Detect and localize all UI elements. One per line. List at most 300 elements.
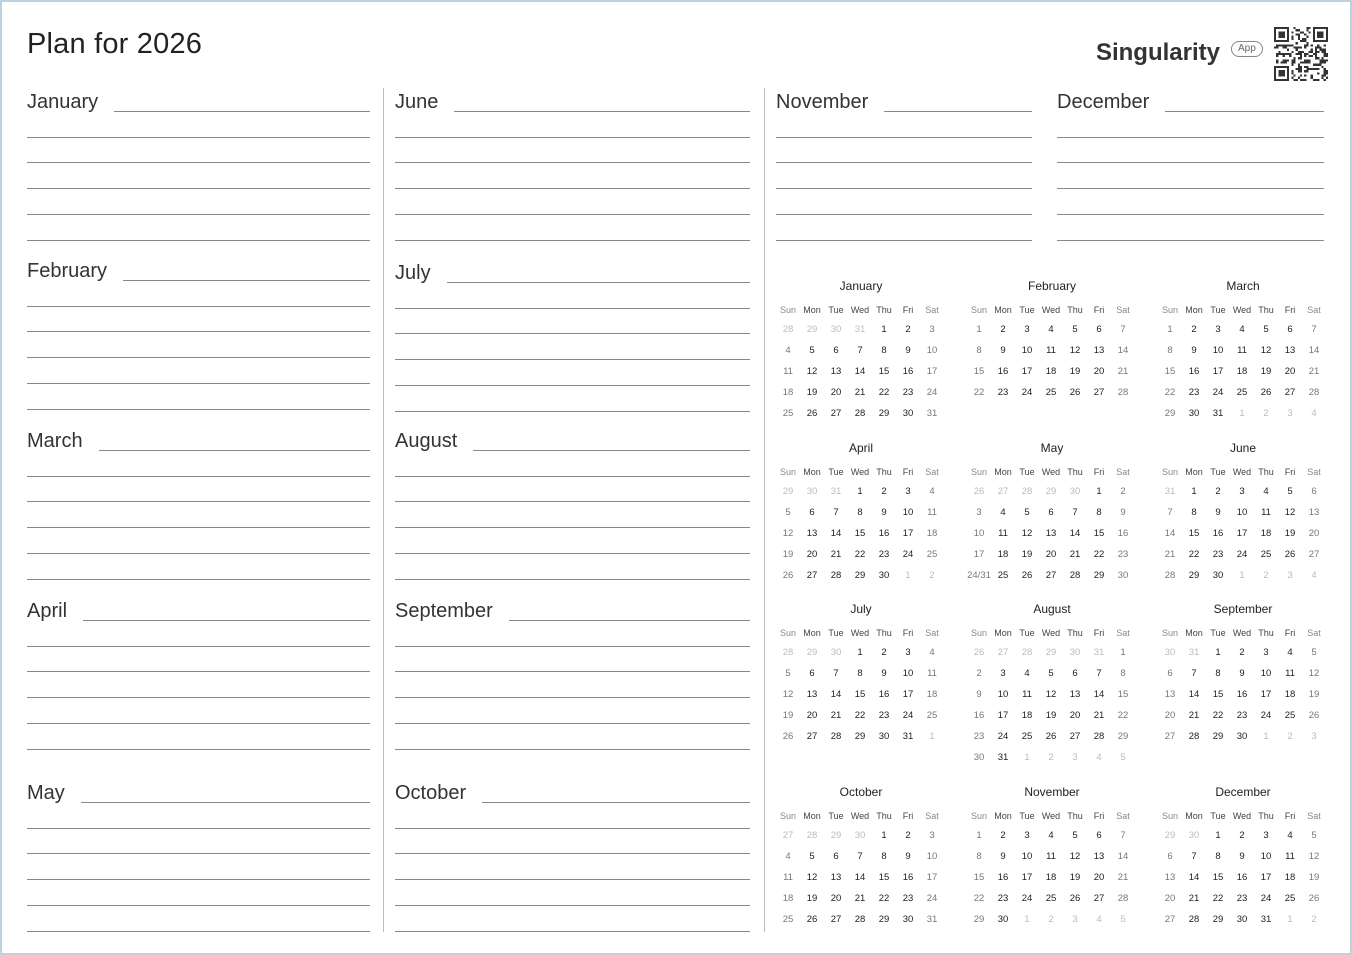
day-cell: 15 [1188, 528, 1200, 539]
day-cell: 19 [1308, 872, 1320, 883]
week-row [1158, 825, 1328, 846]
writing-line [27, 723, 370, 724]
mini-calendar [776, 784, 946, 930]
day-cell: 8 [881, 345, 887, 356]
week-row [776, 340, 946, 361]
day-cell: 17 [1021, 872, 1033, 883]
day-cell: 19 [1069, 366, 1081, 377]
day-cell: 24 [1021, 893, 1033, 904]
weekday-label: Mon [1185, 628, 1203, 638]
week-row [776, 523, 946, 544]
day-cell: 19 [1260, 366, 1272, 377]
day-cell: 6 [1096, 830, 1102, 841]
week-row [1158, 909, 1328, 930]
day-cell: 1 [905, 570, 911, 581]
writing-line [27, 476, 370, 477]
weekday-label: Thu [1067, 467, 1083, 477]
day-cell: 6 [1072, 668, 1078, 679]
weekday-label: Tue [1210, 467, 1226, 477]
day-cell: 18 [1021, 710, 1033, 721]
day-cell: 2 [976, 668, 982, 679]
day-cell: 23 [997, 893, 1009, 904]
mini-calendar [1158, 601, 1328, 747]
day-cell: 5 [1024, 507, 1030, 518]
writing-line [776, 162, 1032, 163]
day-cell: 12 [1308, 851, 1320, 862]
weekday-header [967, 808, 1137, 825]
day-cell: 20 [1308, 528, 1320, 539]
weekday-label: Wed [1041, 305, 1061, 315]
mini-calendar-title: August [1033, 602, 1071, 616]
day-cell: 11 [1046, 345, 1056, 356]
writing-line [27, 188, 370, 189]
writing-line [395, 723, 750, 724]
day-cell: 5 [1287, 486, 1293, 497]
day-cell: 23 [878, 710, 890, 721]
day-cell: 26 [806, 914, 818, 925]
week-row [967, 544, 1137, 565]
day-cell: 9 [1239, 668, 1245, 679]
day-cell: 4 [1311, 408, 1317, 419]
mini-calendar-title: January [839, 279, 883, 293]
week-row [1158, 726, 1328, 747]
writing-line [27, 501, 370, 502]
day-cell: 2 [905, 324, 911, 335]
day-cell: 16 [1236, 689, 1248, 700]
day-cell: 13 [1164, 872, 1176, 883]
week-row [967, 481, 1137, 502]
day-cell: 24 [1260, 893, 1272, 904]
weekday-label: Tue [1210, 628, 1226, 638]
day-cell: 21 [1117, 366, 1129, 377]
mini-calendar-title: June [1229, 441, 1257, 455]
weekday-label: Tue [828, 628, 844, 638]
day-cell: 23 [973, 731, 985, 742]
week-row [776, 909, 946, 930]
weekday-label: Wed [1232, 811, 1252, 821]
weekday-label: Tue [1210, 305, 1226, 315]
day-cell: 16 [1212, 528, 1224, 539]
day-cell: 3 [1311, 731, 1317, 742]
day-cell: 17 [902, 528, 914, 539]
mini-calendar [1158, 278, 1328, 424]
day-cell: 10 [1021, 851, 1033, 862]
week-row [776, 403, 946, 424]
day-cell: 5 [1311, 647, 1317, 658]
writing-line [395, 476, 750, 477]
day-cell: 20 [1284, 366, 1296, 377]
weekday-label: Sun [779, 305, 796, 315]
day-cell: 31 [997, 752, 1009, 763]
day-cell: 25 [1284, 893, 1296, 904]
day-cell: 11 [783, 872, 793, 883]
mini-calendar [967, 440, 1137, 586]
day-cell: 22 [1117, 710, 1129, 721]
day-cell: 18 [926, 528, 938, 539]
day-cell: 9 [1239, 851, 1245, 862]
writing-line [447, 282, 750, 283]
day-cell: 15 [878, 872, 890, 883]
day-cell: 2 [905, 830, 911, 841]
week-row [776, 867, 946, 888]
writing-line [776, 188, 1032, 189]
day-cell: 27 [1308, 549, 1320, 560]
day-cell: 16 [878, 689, 890, 700]
weekday-label: Wed [1232, 305, 1252, 315]
writing-line [395, 527, 750, 528]
weekday-header [967, 625, 1137, 642]
day-cell: 17 [1260, 689, 1272, 700]
day-cell: 14 [830, 528, 842, 539]
writing-line [454, 111, 750, 112]
day-cell: 27 [1069, 731, 1081, 742]
writing-line [114, 111, 370, 112]
day-cell: 13 [830, 366, 842, 377]
day-cell: 14 [1069, 528, 1081, 539]
day-cell: 17 [1021, 366, 1033, 377]
weekday-label: Sun [1161, 628, 1178, 638]
day-cell: 31 [1260, 914, 1272, 925]
mini-calendar [776, 601, 946, 747]
day-cell: 19 [782, 549, 794, 560]
week-row [1158, 340, 1328, 361]
day-cell: 11 [783, 366, 793, 377]
writing-line [123, 280, 370, 281]
writing-line [27, 905, 370, 906]
day-cell: 17 [926, 872, 938, 883]
writing-line [27, 579, 370, 580]
day-cell: 15 [1093, 528, 1105, 539]
weekday-label: Sat [1116, 628, 1130, 638]
weekday-label: Thu [1258, 811, 1274, 821]
day-cell: 2 [881, 647, 887, 658]
day-cell: 10 [902, 507, 914, 518]
day-cell: 5 [1048, 668, 1054, 679]
week-row [776, 361, 946, 382]
day-cell: 3 [1072, 752, 1078, 763]
day-cell: 21 [854, 387, 866, 398]
day-cell: 30 [1164, 647, 1176, 658]
day-cell: 8 [881, 851, 887, 862]
day-cell: 2 [1120, 486, 1126, 497]
day-cell: 30 [1188, 830, 1200, 841]
day-cell: 23 [902, 893, 914, 904]
day-cell: 25 [1045, 387, 1057, 398]
day-cell: 2 [1000, 324, 1006, 335]
day-cell: 12 [1308, 668, 1320, 679]
day-cell: 8 [976, 851, 982, 862]
day-cell: 2 [1191, 324, 1197, 335]
day-cell: 7 [1072, 507, 1078, 518]
weekday-label: Tue [1019, 467, 1035, 477]
week-row [1158, 867, 1328, 888]
day-cell: 29 [1212, 914, 1224, 925]
day-cell: 31 [854, 324, 866, 335]
day-cell: 3 [1024, 830, 1030, 841]
weekday-label: Thu [1067, 811, 1083, 821]
weekday-label: Wed [850, 467, 870, 477]
week-row [967, 684, 1137, 705]
day-cell: 5 [1120, 752, 1126, 763]
day-cell: 4 [1263, 486, 1269, 497]
weekday-label: Tue [828, 467, 844, 477]
week-row [1158, 544, 1328, 565]
day-cell: 20 [1093, 872, 1105, 883]
weekday-label: Mon [994, 811, 1012, 821]
weekday-label: Mon [994, 467, 1012, 477]
writing-line [395, 214, 750, 215]
weekday-label: Fri [902, 811, 914, 821]
week-row [776, 565, 946, 586]
day-cell: 21 [854, 893, 866, 904]
day-cell: 26 [973, 647, 985, 658]
day-cell: 1 [976, 830, 982, 841]
day-cell: 20 [1069, 710, 1081, 721]
writing-line [395, 411, 750, 412]
day-cell: 23 [902, 387, 914, 398]
day-cell: 11 [1285, 851, 1295, 862]
day-cell: 31 [1212, 408, 1224, 419]
day-cell: 30 [878, 731, 890, 742]
mini-calendar [967, 278, 1137, 403]
day-cell: 31 [902, 731, 914, 742]
day-cell: 5 [1120, 914, 1126, 925]
weekday-header [1158, 625, 1328, 642]
day-cell: 28 [830, 731, 842, 742]
weekday-label: Sun [970, 628, 987, 638]
day-cell: 30 [806, 486, 818, 497]
day-cell: 29 [1093, 570, 1105, 581]
day-cell: 10 [997, 689, 1009, 700]
day-cell: 17 [997, 710, 1009, 721]
day-cell: 26 [1308, 710, 1320, 721]
weekday-label: Tue [828, 305, 844, 315]
day-cell: 4 [929, 486, 935, 497]
day-cell: 26 [1284, 549, 1296, 560]
weekday-label: Fri [1284, 811, 1296, 821]
weekday-label: Sat [925, 305, 939, 315]
week-row [967, 382, 1137, 403]
day-cell: 14 [854, 366, 866, 377]
day-cell: 21 [1069, 549, 1081, 560]
month-heading: December [1057, 90, 1163, 114]
day-cell: 2 [1311, 914, 1317, 925]
writing-line [1057, 162, 1324, 163]
day-cell: 26 [806, 408, 818, 419]
day-cell: 23 [1236, 893, 1248, 904]
day-cell: 17 [1212, 366, 1224, 377]
weekday-label: Sun [779, 467, 796, 477]
day-cell: 12 [782, 689, 794, 700]
day-cell: 21 [1164, 549, 1176, 560]
weekday-label: Thu [876, 811, 892, 821]
weekday-label: Sat [925, 467, 939, 477]
day-cell: 12 [806, 872, 818, 883]
month-heading: August [395, 429, 471, 453]
weekday-label: Wed [850, 811, 870, 821]
day-cell: 25 [926, 710, 938, 721]
week-row [1158, 684, 1328, 705]
day-cell: 19 [1308, 689, 1320, 700]
day-cell: 7 [1191, 851, 1197, 862]
day-cell: 8 [1096, 507, 1102, 518]
week-row [967, 663, 1137, 684]
writing-line [395, 359, 750, 360]
day-cell: 11 [1237, 345, 1247, 356]
mini-calendar-title: December [1215, 785, 1271, 799]
day-cell: 14 [1117, 851, 1129, 862]
weekday-label: Sat [1307, 305, 1321, 315]
writing-line [27, 697, 370, 698]
day-cell: 19 [782, 710, 794, 721]
day-cell: 27 [1164, 914, 1176, 925]
day-cell: 6 [1167, 851, 1173, 862]
weekday-label: Sat [1307, 628, 1321, 638]
week-row [967, 361, 1137, 382]
day-cell: 27 [806, 570, 818, 581]
day-cell: 6 [1096, 324, 1102, 335]
day-cell: 4 [1287, 830, 1293, 841]
day-cell: 23 [997, 387, 1009, 398]
day-cell: 19 [1069, 872, 1081, 883]
day-cell: 16 [1236, 872, 1248, 883]
week-row [967, 642, 1137, 663]
day-cell: 18 [782, 387, 794, 398]
day-cell: 4 [1239, 324, 1245, 335]
day-cell: 26 [782, 731, 794, 742]
week-row [967, 705, 1137, 726]
weekday-label: Tue [1019, 811, 1035, 821]
day-cell: 3 [1263, 830, 1269, 841]
day-cell: 8 [1120, 668, 1126, 679]
day-cell: 4 [1311, 570, 1317, 581]
week-row [1158, 403, 1328, 424]
day-cell: 13 [1284, 345, 1296, 356]
day-cell: 5 [809, 851, 815, 862]
day-cell: 20 [1164, 710, 1176, 721]
day-cell: 7 [1311, 324, 1317, 335]
weekday-header [967, 464, 1137, 481]
month-heading: January [27, 90, 112, 114]
writing-line [27, 137, 370, 138]
day-cell: 13 [806, 528, 818, 539]
weekday-label: Fri [1093, 628, 1105, 638]
day-cell: 29 [1212, 731, 1224, 742]
day-cell: 16 [1117, 528, 1129, 539]
day-cell: 23 [1117, 549, 1129, 560]
day-cell: 1 [1120, 647, 1126, 658]
day-cell: 19 [806, 387, 818, 398]
day-cell: 5 [1311, 830, 1317, 841]
weekday-label: Wed [1041, 811, 1061, 821]
day-cell: 2 [1287, 731, 1293, 742]
day-cell: 28 [782, 324, 794, 335]
writing-line [27, 553, 370, 554]
writing-line [27, 828, 370, 829]
day-cell: 4 [1024, 668, 1030, 679]
day-cell: 9 [1120, 507, 1126, 518]
day-cell: 10 [1212, 345, 1224, 356]
day-cell: 29 [1045, 486, 1057, 497]
day-cell: 12 [1260, 345, 1272, 356]
day-cell: 14 [1164, 528, 1176, 539]
day-cell: 1 [857, 647, 863, 658]
day-cell: 26 [1308, 893, 1320, 904]
day-cell: 1 [857, 486, 863, 497]
day-cell: 3 [1000, 668, 1006, 679]
week-row [1158, 382, 1328, 403]
day-cell: 3 [905, 647, 911, 658]
week-row [1158, 319, 1328, 340]
writing-line [27, 749, 370, 750]
day-cell: 18 [1236, 366, 1248, 377]
day-cell: 4 [1287, 647, 1293, 658]
day-cell: 26 [1045, 731, 1057, 742]
day-cell: 17 [973, 549, 985, 560]
day-cell: 27 [1093, 387, 1105, 398]
day-cell: 29 [854, 731, 866, 742]
week-row [776, 382, 946, 403]
day-cell: 1 [929, 731, 935, 742]
writing-line [27, 331, 370, 332]
week-row [776, 319, 946, 340]
day-cell: 11 [1285, 668, 1295, 679]
day-cell: 11 [1046, 851, 1056, 862]
day-cell: 3 [1239, 486, 1245, 497]
day-cell: 8 [1191, 507, 1197, 518]
day-cell: 18 [1045, 366, 1057, 377]
day-cell: 22 [973, 387, 985, 398]
day-cell: 6 [809, 507, 815, 518]
day-cell: 6 [1167, 668, 1173, 679]
mini-calendar [967, 601, 1137, 768]
day-cell: 3 [1024, 324, 1030, 335]
day-cell: 9 [1000, 851, 1006, 862]
day-cell: 28 [806, 830, 818, 841]
day-cell: 12 [1045, 689, 1057, 700]
writing-line [776, 137, 1032, 138]
mini-calendar-title: November [1024, 785, 1080, 799]
day-cell: 29 [973, 914, 985, 925]
writing-line [1057, 137, 1324, 138]
mini-calendar [1158, 440, 1328, 586]
month-heading: March [27, 429, 97, 453]
day-cell: 11 [1022, 689, 1032, 700]
week-row [1158, 846, 1328, 867]
weekday-label: Thu [1067, 628, 1083, 638]
day-cell: 2 [1239, 830, 1245, 841]
day-cell: 24/31 [967, 570, 991, 581]
day-cell: 25 [1260, 549, 1272, 560]
day-cell: 15 [1164, 366, 1176, 377]
day-cell: 3 [905, 486, 911, 497]
day-cell: 22 [878, 893, 890, 904]
weekday-label: Fri [1284, 305, 1296, 315]
day-cell: 18 [1045, 872, 1057, 883]
weekday-label: Thu [1258, 305, 1274, 315]
day-cell: 30 [973, 752, 985, 763]
day-cell: 9 [1215, 507, 1221, 518]
weekday-label: Thu [876, 628, 892, 638]
day-cell: 15 [973, 366, 985, 377]
day-cell: 30 [1236, 914, 1248, 925]
writing-line [395, 501, 750, 502]
day-cell: 7 [833, 668, 839, 679]
day-cell: 16 [973, 710, 985, 721]
day-cell: 24 [1236, 549, 1248, 560]
weekday-label: Sat [925, 628, 939, 638]
day-cell: 20 [1164, 893, 1176, 904]
